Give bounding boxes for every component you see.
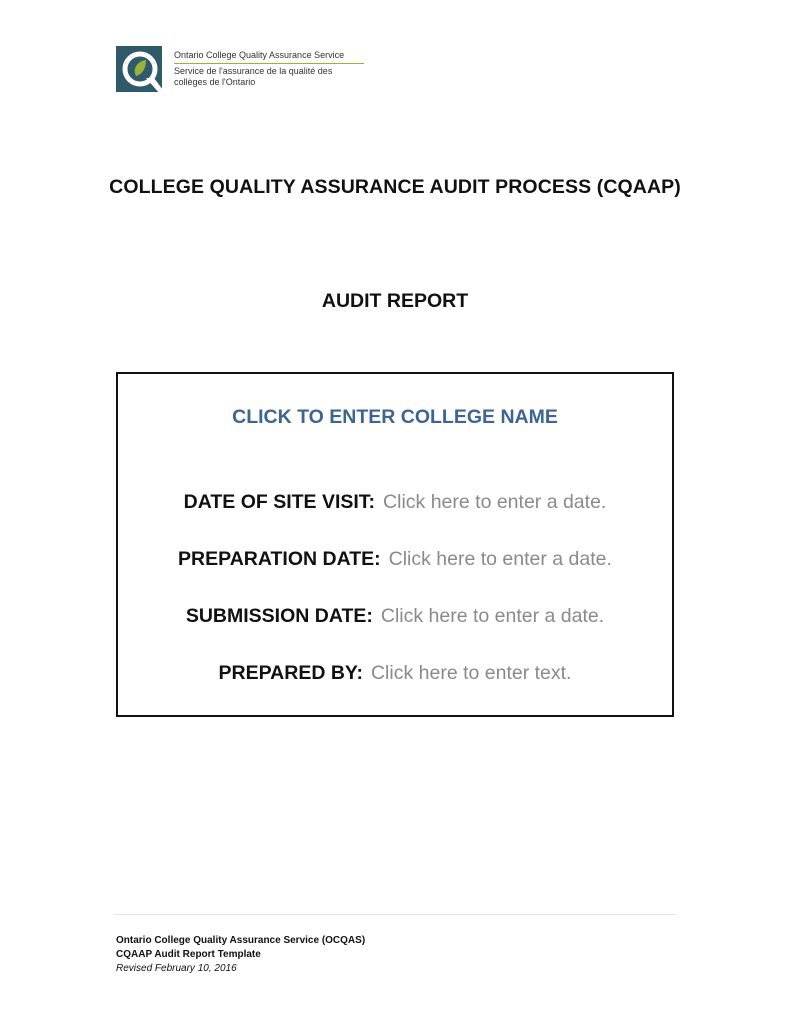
footer-divider — [114, 914, 676, 915]
college-name-field[interactable]: CLICK TO ENTER COLLEGE NAME — [232, 406, 558, 428]
site-visit-date-row — [118, 491, 672, 514]
footer-template-name: CQAAP Audit Report Template — [116, 949, 261, 960]
preparation-date-field[interactable]: Click here to enter a date. — [388, 548, 612, 570]
ocqas-q-logo-icon — [116, 46, 168, 96]
preparation-date-label: PREPARATION DATE: — [178, 548, 381, 570]
site-visit-date-label: DATE OF SITE VISIT: — [183, 491, 376, 513]
logo-name-french-line1: Service de l'assurance de la qualité des — [174, 66, 333, 76]
submission-date-row — [118, 605, 672, 628]
logo-text — [174, 50, 364, 88]
ocqas-logo — [116, 46, 356, 98]
submission-date-label: SUBMISSION DATE: — [185, 605, 373, 627]
report-info-box — [116, 372, 674, 717]
submission-date-field[interactable]: Click here to enter a date. — [380, 605, 605, 627]
footer-organization: Ontario College Quality Assurance Service (OCQAS) — [116, 935, 366, 946]
logo-name-english: Ontario College Quality Assurance Service — [174, 50, 364, 64]
prepared-by-row — [118, 662, 672, 685]
page-footer — [116, 934, 365, 976]
preparation-date-row — [118, 548, 672, 571]
logo-name-french-line2: collèges de l'Ontario — [174, 77, 256, 87]
footer-revision-date: Revised February 10, 2016 — [116, 963, 237, 974]
document-subtitle: AUDIT REPORT — [321, 290, 469, 312]
document-title: COLLEGE QUALITY ASSURANCE AUDIT PROCESS (CQAAP) — [109, 176, 681, 198]
site-visit-date-field[interactable]: Click here to enter a date. — [383, 491, 607, 513]
prepared-by-label: PREPARED BY: — [218, 662, 363, 684]
prepared-by-field[interactable]: Click here to enter text. — [370, 662, 572, 684]
